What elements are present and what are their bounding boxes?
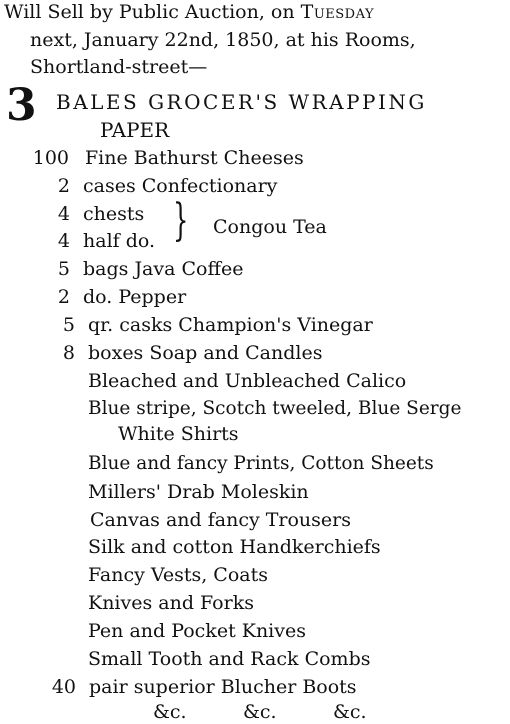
item-text: Bleached and Unbleached Calico — [88, 370, 407, 392]
header-line-2: next, January 22nd, 1850, at his Rooms, — [30, 29, 416, 51]
item-text: cases Confectionary — [83, 175, 278, 197]
etcetera: &c. — [153, 701, 187, 723]
item-text: do. Pepper — [83, 286, 187, 308]
header-line-1 — [4, 0, 374, 24]
item-text: Small Tooth and Rack Combs — [88, 648, 371, 670]
item-text: Knives and Forks — [88, 592, 254, 614]
grouped-item-label: Congou Tea — [213, 216, 327, 238]
item-quantity: 5 — [57, 258, 70, 280]
item-text: Blue and fancy Prints, Cotton Sheets — [88, 453, 434, 474]
etcetera: &c. — [243, 701, 277, 723]
lead-item-continuation: PAPER — [100, 118, 170, 142]
item-quantity: 4 — [57, 230, 70, 252]
item-text: qr. casks Champion's Vinegar — [88, 314, 373, 336]
item-text: Blue stripe, Scotch tweeled, Blue Serge — [88, 398, 462, 419]
item-text: bags Java Coffee — [83, 258, 244, 280]
item-quantity: 2 — [57, 286, 70, 308]
item-text: Fine Bathurst Cheeses — [85, 147, 304, 169]
item-quantity: 8 — [62, 342, 75, 364]
item-text: Canvas and fancy Trousers — [90, 509, 351, 531]
item-text: Pen and Pocket Knives — [88, 620, 306, 642]
lead-item: BALES GROCER'S WRAPPING — [56, 90, 427, 114]
item-text: Millers' Drab Moleskin — [88, 481, 309, 503]
item-text: boxes Soap and Candles — [88, 342, 323, 364]
brace: } — [173, 195, 189, 246]
weekday: Tuesday — [300, 1, 375, 23]
item-quantity: 2 — [57, 175, 70, 197]
item-text: pair superior Blucher Boots — [89, 676, 357, 698]
item-text: Silk and cotton Handkerchiefs — [88, 536, 381, 558]
item-text: chests — [83, 203, 145, 225]
item-quantity: 40 — [51, 676, 76, 698]
etcetera: &c. — [333, 701, 367, 723]
item-quantity: 5 — [62, 314, 75, 336]
item-quantity: 100 — [32, 147, 69, 169]
item-text: half do. — [83, 230, 156, 252]
header-line-3: Shortland-street— — [30, 56, 208, 78]
item-text: Fancy Vests, Coats — [88, 564, 268, 586]
item-quantity: 4 — [57, 203, 70, 225]
item-text: White Shirts — [118, 423, 239, 445]
header-text: Will Sell by Public Auction, on — [4, 1, 301, 23]
lead-quantity: 3 — [6, 80, 37, 131]
